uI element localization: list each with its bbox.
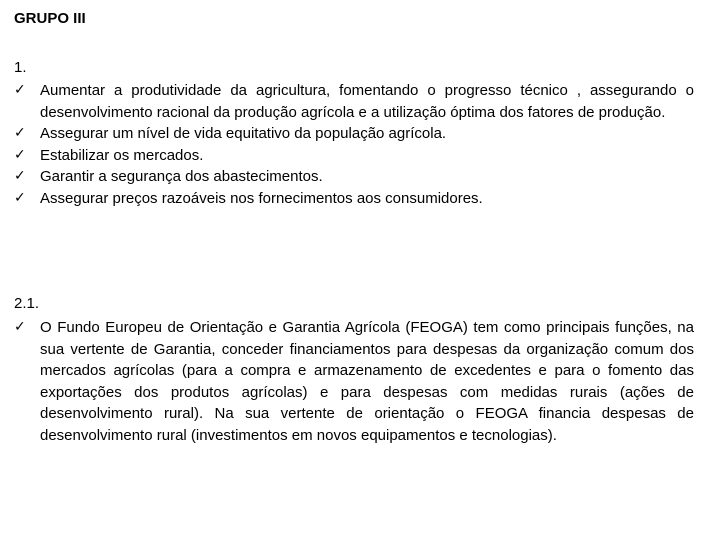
list-item	[14, 145, 694, 167]
checkmark-icon: ✓	[14, 125, 26, 141]
list-item-text: Estabilizar os mercados.	[40, 146, 204, 164]
checkmark-icon: ✓	[14, 189, 26, 206]
checkmark-icon: ✓	[14, 82, 26, 98]
list-item	[14, 317, 694, 446]
list-item-text: Assegurar um nível de vida equitativo da população agrícola.	[40, 125, 447, 142]
list-item-text: Assegurar preços razoáveis nos fornecimentos aos consumidores.	[40, 189, 483, 207]
section-1-list	[14, 80, 694, 209]
checkmark-icon: ✓	[14, 146, 26, 163]
list-item	[14, 166, 694, 188]
list-item	[14, 188, 694, 210]
checkmark-icon: ✓	[14, 319, 26, 335]
list-item-text: Aumentar a produtividade da agricultura, fomentando o progresso técnico , assegurando o desenvolvimento racional da produção agrícola e a utilização óptima dos fatores de produção.	[40, 82, 694, 121]
section-1-number: 1.	[14, 59, 27, 76]
section-2-number: 2.1.	[14, 295, 40, 312]
list-item-text: Garantir a segurança dos abastecimentos.	[40, 168, 323, 185]
page-title: GRUPO III	[14, 10, 86, 27]
section-2-list	[14, 317, 694, 446]
list-item	[14, 123, 694, 145]
checkmark-icon: ✓	[14, 168, 26, 184]
list-item	[14, 80, 694, 123]
list-item-text: O Fundo Europeu de Orientação e Garantia Agrícola (FEOGA) tem como principais funções, na sua vertente de Garantia, conceder financiamentos para despesas da organização comum dos mercados agrícolas (para a compra e armazenamento de excedentes e para o fomento das exportações dos produtos agrícolas) e para despesas com medidas rurais (ações de desenvolvimento rural). Na sua vertente de orientação o FEOGA financia despesas de desenvolvimento rural (investimentos em novos equipamentos e tecnologias).	[40, 319, 694, 444]
